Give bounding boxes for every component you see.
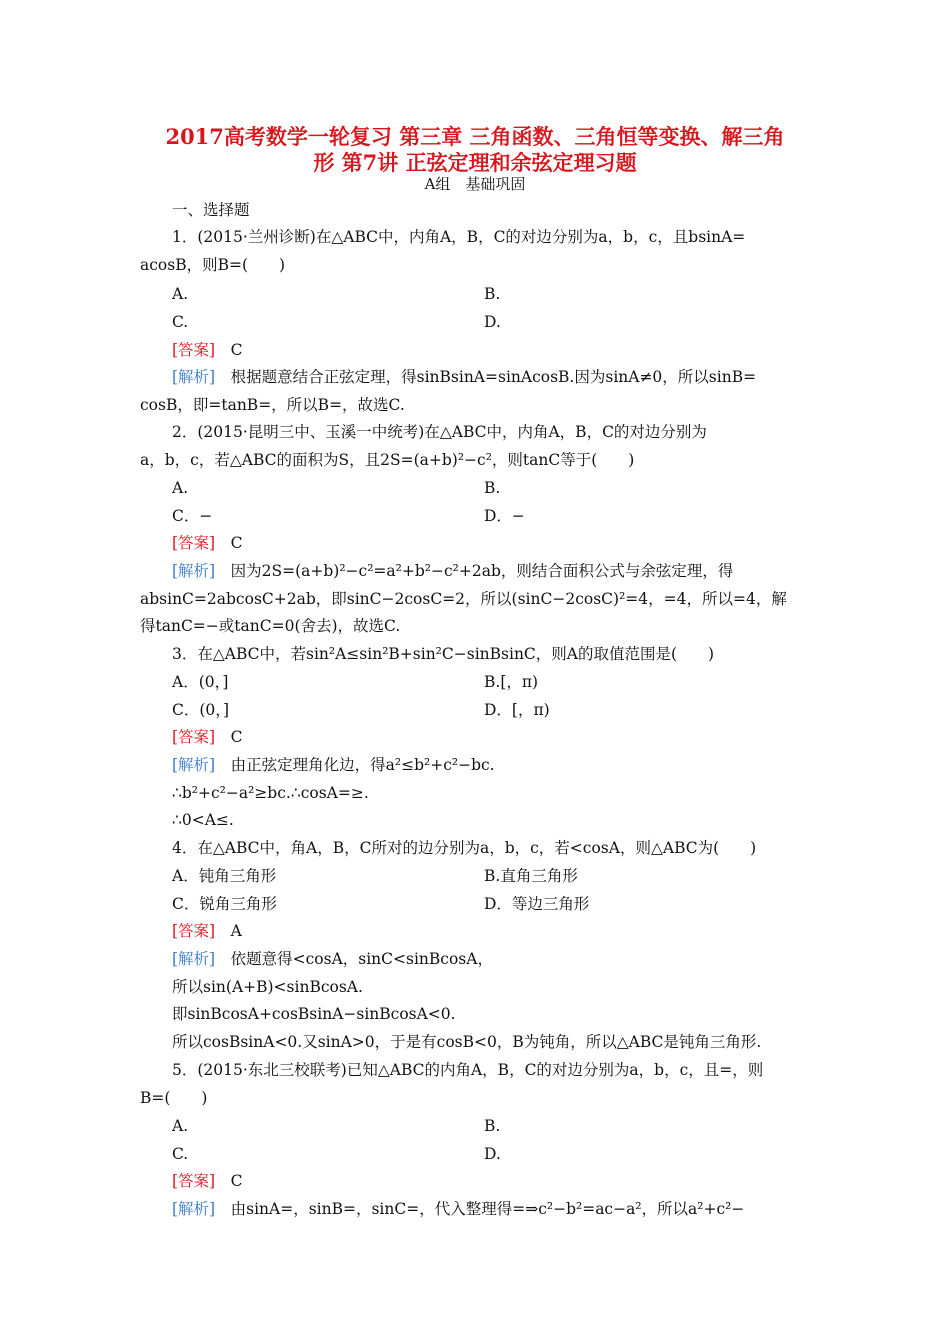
q4-option-c: C．锐角三角形 [172, 895, 277, 913]
q5-option-a: A. [172, 1117, 189, 1135]
q2-answer: C [230, 534, 243, 552]
document-title-line2: 形 第7讲 正弦定理和余弦定理习题 [313, 150, 637, 175]
q1-analysis-text1: 根据题意结合正弦定理，得sinBsinA=sinAcosB.因为sinA≠0，所以sinB= [230, 368, 757, 386]
q2-analysis-line2: absinC=2abcosC+2ab，即sinC−2cosC=2，所以(sinC−2cosC)²=4，=4，所以=4，解 [140, 590, 787, 608]
q4-analysis-line4: 所以cosBsinA<0.又sinA>0，于是有cosB<0，B为钝角，所以△ABC是钝角三角形. [172, 1033, 762, 1051]
analysis-label: [解析] [172, 368, 216, 386]
q1-stem-line1: 1．(2015·兰州诊断)在△ABC中，内角A，B，C的对边分别为a，b，c，且bsinA= [172, 228, 746, 246]
q2-stem-line2: a，b，c，若△ABC的面积为S，且2S=(a+b)²−c²，则tanC等于( ) [140, 451, 635, 469]
q5-option-d: D. [484, 1145, 501, 1163]
q2-analysis-text1: 因为2S=(a+b)²−c²=a²+b²−c²+2ab，则结合面积公式与余弦定理，得 [230, 562, 734, 580]
section-heading: 一、选择题 [172, 201, 250, 219]
q1-option-d: D. [484, 313, 501, 331]
q1-option-b: B. [484, 285, 501, 303]
q1-stem-line2: acosB，则B=( ) [140, 256, 286, 274]
q4-answer-line [172, 921, 242, 941]
q5-analysis-text1: 由sinA=，sinB=，sinC=，代入整理得=⇒c²−b²=ac−a²，所以a²+c²− [230, 1200, 745, 1218]
answer-label: [答案] [172, 728, 216, 746]
q3-answer-line [172, 727, 243, 747]
q4-analysis-line2: 所以sin(A+B)<sinBcosA. [172, 978, 363, 996]
q4-option-a: A．钝角三角形 [172, 867, 277, 885]
q1-option-c: C. [172, 313, 189, 331]
q3-option-c: C．(0，] [172, 701, 230, 719]
analysis-label: [解析] [172, 1200, 216, 1218]
q5-answer: C [230, 1172, 243, 1190]
q5-analysis-line1 [172, 1199, 744, 1219]
q1-answer-line [172, 340, 243, 360]
q5-option-b: B. [484, 1117, 501, 1135]
answer-label: [答案] [172, 534, 216, 552]
q2-option-d: D．− [484, 507, 525, 525]
q2-analysis-line1 [172, 561, 733, 581]
q3-option-d: D．[，π) [484, 701, 550, 719]
q2-option-a: A. [172, 479, 189, 497]
group-heading: A组 基础巩固 [424, 175, 526, 193]
answer-label: [答案] [172, 1172, 216, 1190]
q5-answer-line [172, 1171, 243, 1191]
q1-analysis-line2: cosB，即=tanB=，所以B=，故选C. [140, 396, 405, 414]
q2-analysis-line3: 得tanC=−或tanC=0(舍去)，故选C. [140, 617, 401, 635]
q4-option-d: D．等边三角形 [484, 895, 590, 913]
analysis-label: [解析] [172, 950, 216, 968]
answer-label: [答案] [172, 922, 216, 940]
answer-label: [答案] [172, 341, 216, 359]
q3-option-b: B.[，π) [484, 673, 539, 691]
q3-option-a: A．(0，] [172, 673, 229, 691]
q2-stem-line1: 2．(2015·昆明三中、玉溪一中统考)在△ABC中，内角A，B，C的对边分别为 [172, 423, 707, 441]
q4-analysis-text1: 依题意得<cosA，sinC<sinBcosA， [230, 950, 493, 968]
q1-answer: C [230, 341, 243, 359]
q2-answer-line [172, 533, 243, 553]
q5-option-c: C. [172, 1145, 189, 1163]
analysis-label: [解析] [172, 562, 216, 580]
q3-answer: C [230, 728, 243, 746]
q2-option-b: B. [484, 479, 501, 497]
q2-option-c: C．− [172, 507, 213, 525]
q5-stem-line2: B=( ) [140, 1089, 208, 1107]
q3-stem-line1: 3．在△ABC中，若sin²A≤sin²B+sin²C−sinBsinC，则A的取值范围是( ) [172, 645, 715, 663]
q3-analysis-line2: ∴b²+c²−a²≥bc.∴cosA=≥. [172, 784, 369, 802]
q5-stem-line1: 5．(2015·东北三校联考)已知△ABC的内角A，B，C的对边分别为a，b，c，且=，则 [172, 1061, 764, 1079]
document-title-line1: 2017高考数学一轮复习 第三章 三角函数、三角恒等变换、解三角 [165, 124, 785, 149]
q3-analysis-line1 [172, 755, 495, 775]
analysis-label: [解析] [172, 756, 216, 774]
q4-analysis-line3: 即sinBcosA+cosBsinA−sinBcosA<0. [172, 1005, 456, 1023]
q4-option-b: B.直角三角形 [484, 867, 578, 885]
q4-analysis-line1 [172, 949, 493, 969]
q3-analysis-text1: 由正弦定理角化边，得a²≤b²+c²−bc. [230, 756, 495, 774]
q1-option-a: A. [172, 285, 189, 303]
q4-answer: A [230, 922, 242, 940]
q4-stem-line1: 4．在△ABC中，角A，B，C所对的边分别为a，b，c，若<cosA，则△ABC为( ) [172, 839, 757, 857]
q3-analysis-line3: ∴0<A≤. [172, 811, 234, 829]
q1-analysis-line1 [172, 367, 756, 387]
